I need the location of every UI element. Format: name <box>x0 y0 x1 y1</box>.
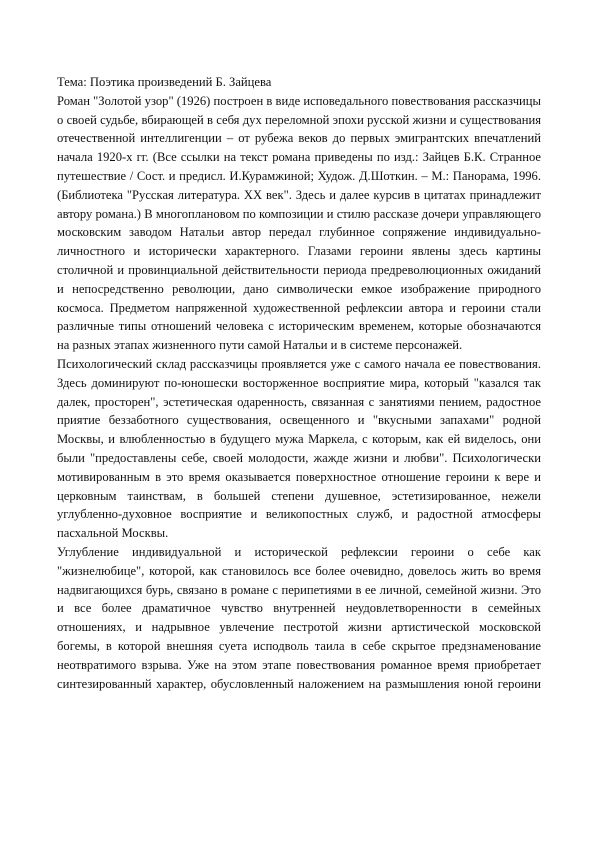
document-page <box>57 73 541 693</box>
document-title: Тема: Поэтика произведений Б. Зайцева <box>57 75 272 89</box>
paragraph-3: Углубление индивидуальной и исторической рефлексии героини о себе как "жизнелюбице", которой, как становилось все более очевидно, довелось жить во время надвигающихся бурь, связано в романе с перипетиями в ее личной, семейной жизни. Это и все более драматичное чувство внутренней неудовлетворенности в семейных отношениях, и надрывное увлечение пестротой жизни артистической московской богемы, в которой внешняя суета исподволь таила в себе скрытое предзнаменование неотвратимого взрыва. Уже на этом этапе повествования романное время приобретает синтезированный характер, обусловленный наложением на размышления юной героини <box>57 544 541 691</box>
paragraph-1: Роман "Золотой узор" (1926) построен в виде исповедального повествования рассказчицы о своей судьбе, вбирающей в себя дух переломной эпохи русской жизни и существования отечественной интеллигенции – от рубежа веков до первых эмигрантских впечатлений начала 1920-х гг. (Все ссылки на текст романа приведены по изд.: Зайцев Б.К. Странное путешествие / Сост. и предисл. И.Курамжиной; Худож. Д.Шоткин. – М.: Панорама, 1996. (Библиотека "Русская литература. XX век". Здесь и далее курсив в цитатах принадлежит автору романа.) В многоплановом по композиции и стилю рассказе дочери управляющего московским заводом Натальи автор передал глубинное сопряжение индивидуально-личностного и исторически характерного. Глазами героини явлены здесь картины столичной и провинциальной действительности периода предреволюционных ожиданий и непосредственно революции, дано символически емкое изображение природного космоса. Предметом напряженной художественной рефлексии автора и героини стали различные типы отношений человека с историческим временем, которые обозначаются на разных этапах жизненного пути самой Натальи и в системе персонажей. <box>57 93 541 353</box>
paragraph-2: Психологический склад рассказчицы проявляется уже с самого начала ее повествования. Здесь доминируют по-юношески восторженное восприятие мира, который "казался так далек, просторен", эстетическая одаренность, связанная с занятиями пением, радостное приятие беззаботного существования, освещенного и "вкусными запахами" родной Москвы, и влюбленностью в будущего мужа Маркела, с которым, как ей виделось, они были "предоставлены себе, своей молодости, жажде жизни и любви". Психологически мотивированным в это время оказывается поверхностное отношение героини к вере и церковным таинствам, в большей степени душевное, эстетизированное, нежели углубленно-духовное восприятие и великопостных служб, и радостной атмосферы пасхальной Москвы. <box>57 356 541 541</box>
